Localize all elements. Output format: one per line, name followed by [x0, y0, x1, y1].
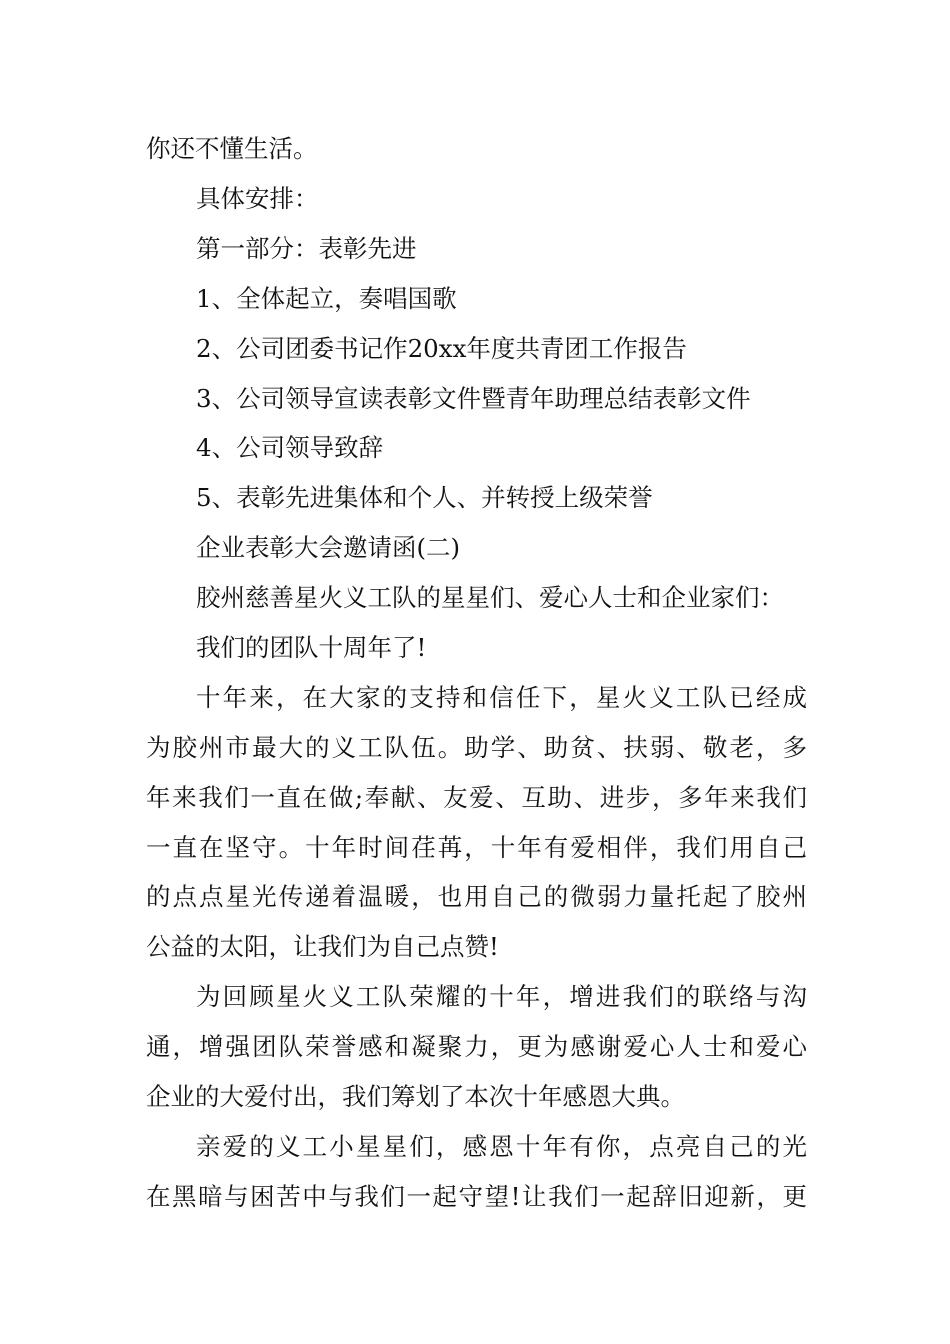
paragraph-line: 在黑暗与困苦中与我们一起守望!让我们一起辞旧迎新，更	[146, 1182, 807, 1211]
paragraph-line: 的点点星光传递着温暖，也用自己的微弱力量托起了胶州	[146, 882, 807, 911]
paragraph-line: 年来我们一直在做;奉献、友爱、互助、进步，多年来我们	[146, 783, 807, 812]
paragraph-line: 为回顾星火义工队荣耀的十年，增进我们的联络与沟	[196, 982, 807, 1011]
paragraph-line: 十年来，在大家的支持和信任下，星火义工队已经成	[196, 683, 807, 712]
document-subtitle: 企业表彰大会邀请函(二)	[196, 533, 461, 562]
paragraph-line: 企业的大爱付出，我们筹划了本次十年感恩大典。	[146, 1082, 685, 1111]
paragraph-line: 通，增强团队荣誉感和凝聚力，更为感谢爱心人士和爱心	[146, 1032, 807, 1061]
list-item: 3、公司领导宣读表彰文件暨青年助理总结表彰文件	[196, 384, 751, 413]
paragraph-line: 亲爱的义工小星星们，感恩十年有你，点亮自己的光	[196, 1132, 807, 1161]
paragraph-line: 公益的太阳，让我们为自己点赞!	[146, 932, 499, 961]
list-item: 4、公司领导致辞	[196, 433, 384, 462]
paragraph-line: 为胶州市最大的义工队伍。助学、助贫、扶弱、敬老，多	[146, 733, 807, 762]
salutation: 胶州慈善星火义工队的星星们、爱心人士和企业家们：	[196, 583, 784, 612]
section-heading: 第一部分：表彰先进	[196, 234, 417, 263]
list-item: 2、公司团委书记作20xx年度共青团工作报告	[196, 334, 687, 363]
text-line: 我们的团队十周年了!	[196, 633, 427, 662]
list-item: 5、表彰先进集体和个人、并转授上级荣誉	[196, 483, 653, 512]
list-item: 1、全体起立，奏唱国歌	[196, 284, 457, 313]
paragraph-line: 一直在坚守。十年时间荏苒，十年有爱相伴，我们用自己	[146, 833, 807, 862]
text-line: 具体安排：	[196, 184, 319, 213]
text-line: 你还不懂生活。	[146, 134, 318, 163]
